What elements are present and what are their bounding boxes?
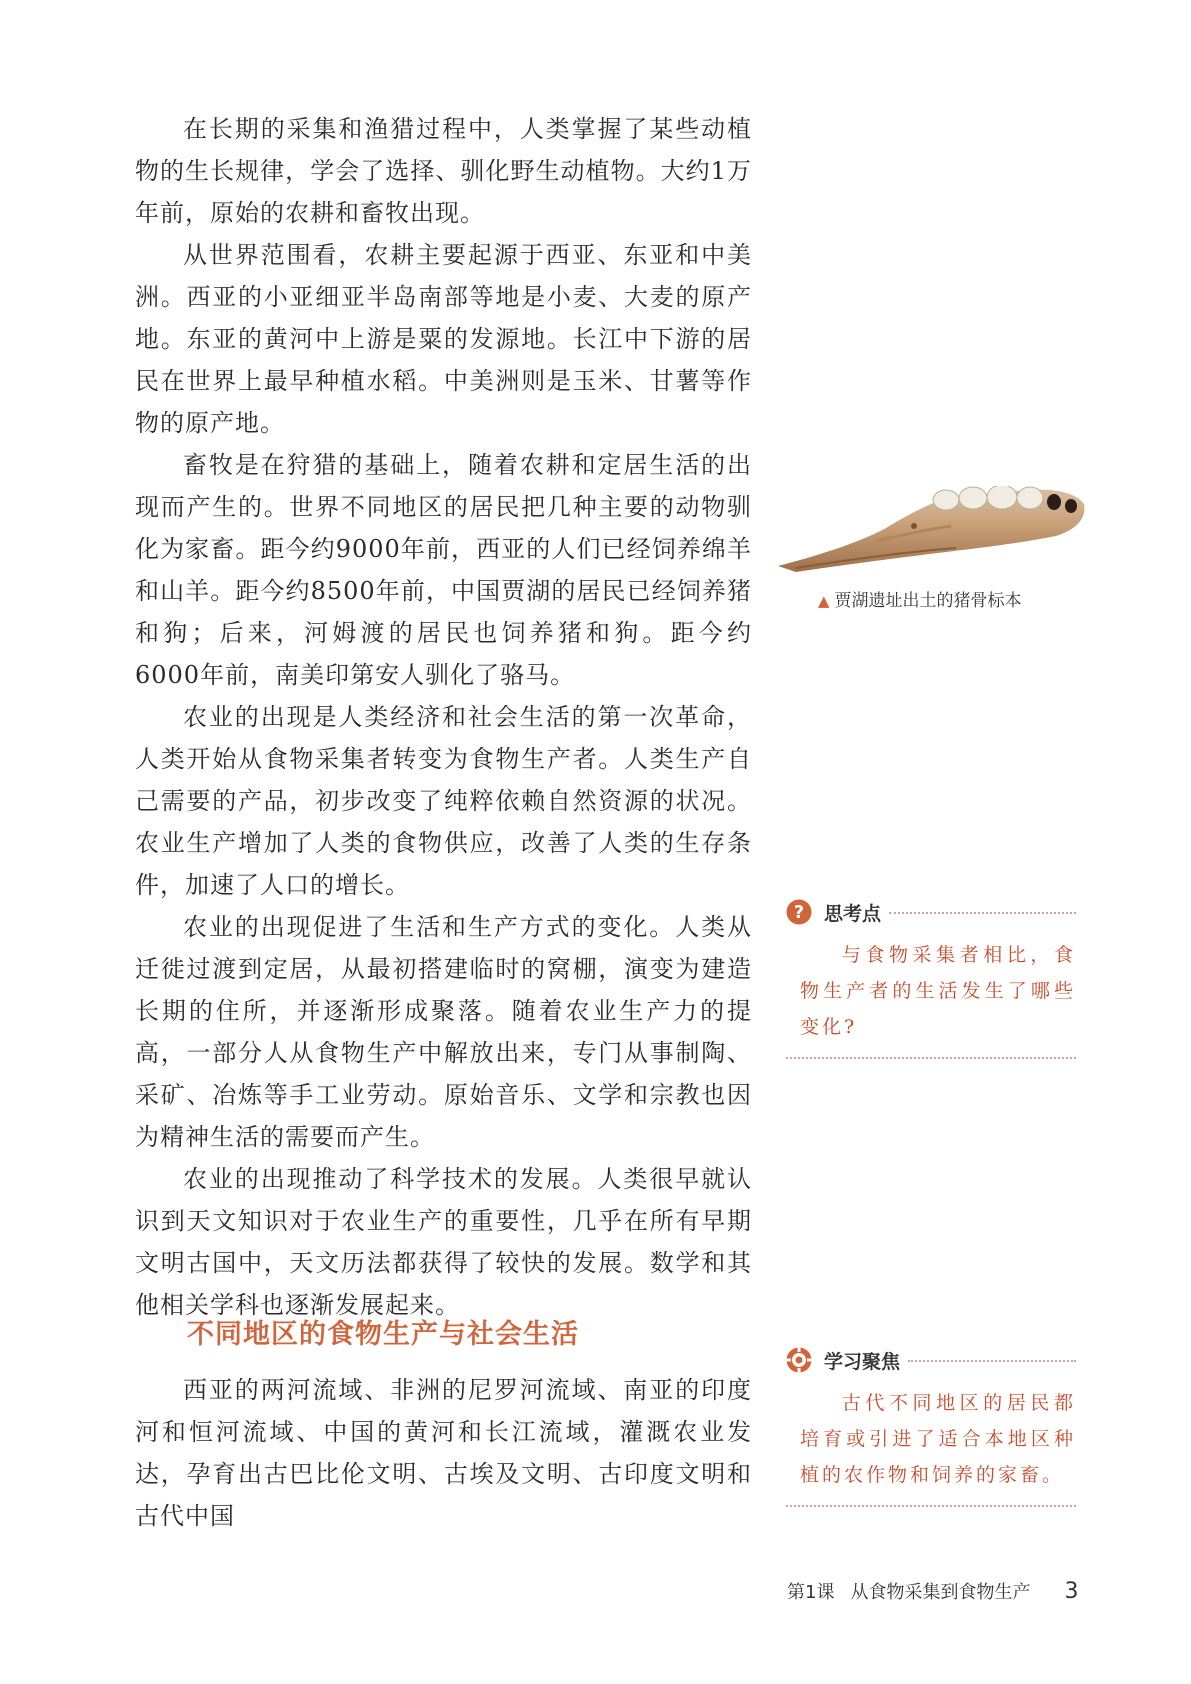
lesson-number: 第1课 — [787, 1582, 835, 1603]
paragraph-4: 农业的出现是人类经济和社会生活的第一次革命，人类开始从食物采集者转变为食物生产者。人类生产自己需要的产品，初步改变了纯粹依赖自然资源的状况。农业生产增加了人类的食物供应，改善了人类的生存条件，加速了人口的增长。 — [135, 703, 752, 899]
think-point-label: 思考点 — [824, 902, 882, 925]
think-point-box — [786, 897, 1076, 1059]
page-footer — [787, 1578, 1078, 1604]
dotted-divider — [786, 1505, 1076, 1507]
lesson-title: 从食物采集到食物生产 — [850, 1582, 1031, 1603]
question-icon — [786, 899, 812, 925]
dotted-divider — [786, 1057, 1076, 1059]
dotted-divider — [889, 912, 1076, 914]
page-number: 3 — [1064, 1579, 1079, 1604]
figure-caption: ▲ 贾湖遗址出土的猪骨标本 — [818, 591, 1022, 611]
paragraph-5: 农业的出现促进了生活和生产方式的变化。人类从迁徙过渡到定居，从最初搭建临时的窝棚，演变为建造长期的住所，并逐渐形成聚落。随着农业生产力的提高，一部分人从食物生产中解放出来，专门从事制陶、采矿、冶炼等手工业劳动。原始音乐、文学和宗教也因为精神生活的需要而产生。 — [135, 913, 752, 1151]
think-point-text: 与食物采集者相比，食物生产者的生活发生了哪些变化? — [800, 944, 1076, 1038]
learning-focus-text: 古代不同地区的居民都培育或引进了适合本地区种植的农作物和饲养的家畜。 — [800, 1392, 1076, 1486]
svg-text:?: ? — [793, 902, 805, 923]
paragraph-2: 从世界范围看，农耕主要起源于西亚、东亚和中美洲。西亚的小亚细亚半岛南部等地是小麦、大麦的原产地。东亚的黄河中上游是粟的发源地。长江中下游的居民在世界上最早种植水稻。中美洲则是玉米、甘薯等作物的原产地。 — [135, 241, 752, 437]
dotted-divider — [908, 1360, 1076, 1362]
learning-focus-label: 学习聚焦 — [824, 1350, 901, 1373]
pig-bone-image — [776, 486, 1088, 574]
paragraph-6: 农业的出现推动了科学技术的发展。人类很早就认识到天文知识对于农业生产的重要性，几乎在所有早期文明古国中，天文历法都获得了较快的发展。数学和其他相关学科也逐渐发展起来。 — [135, 1165, 752, 1319]
paragraph-3: 畜牧是在狩猎的基础上，随着农耕和定居生活的出现而产生的。世界不同地区的居民把几种主要的动物驯化为家畜。距今约9000年前，西亚的人们已经饲养绵羊和山羊。距今约8500年前，中国贾湖的居民已经饲养猪和狗；后来，河姆渡的居民也饲养猪和狗。距今约 6000年前，南美印第安人驯化了骆马。 — [135, 451, 752, 689]
section-heading: 不同地区的食物生产与社会生活 — [187, 1319, 579, 1350]
section-paragraph: 西亚的两河流域、非洲的尼罗河流域、南亚的印度河和恒河流域、中国的黄河和长江流域，灌溉农业发达，孕育出古巴比伦文明、古埃及文明、古印度文明和古代中国 — [135, 1376, 752, 1530]
paragraph-1: 在长期的采集和渔猎过程中，人类掌握了某些动植物的生长规律，学会了选择、驯化野生动植物。大约1万年前，原始的农耕和畜牧出现。 — [135, 115, 752, 227]
target-icon — [786, 1347, 812, 1373]
section-text — [135, 1369, 752, 1537]
main-text — [135, 108, 752, 1326]
learning-focus-box — [786, 1345, 1076, 1507]
triangle-marker-icon: ▲ — [818, 592, 830, 610]
